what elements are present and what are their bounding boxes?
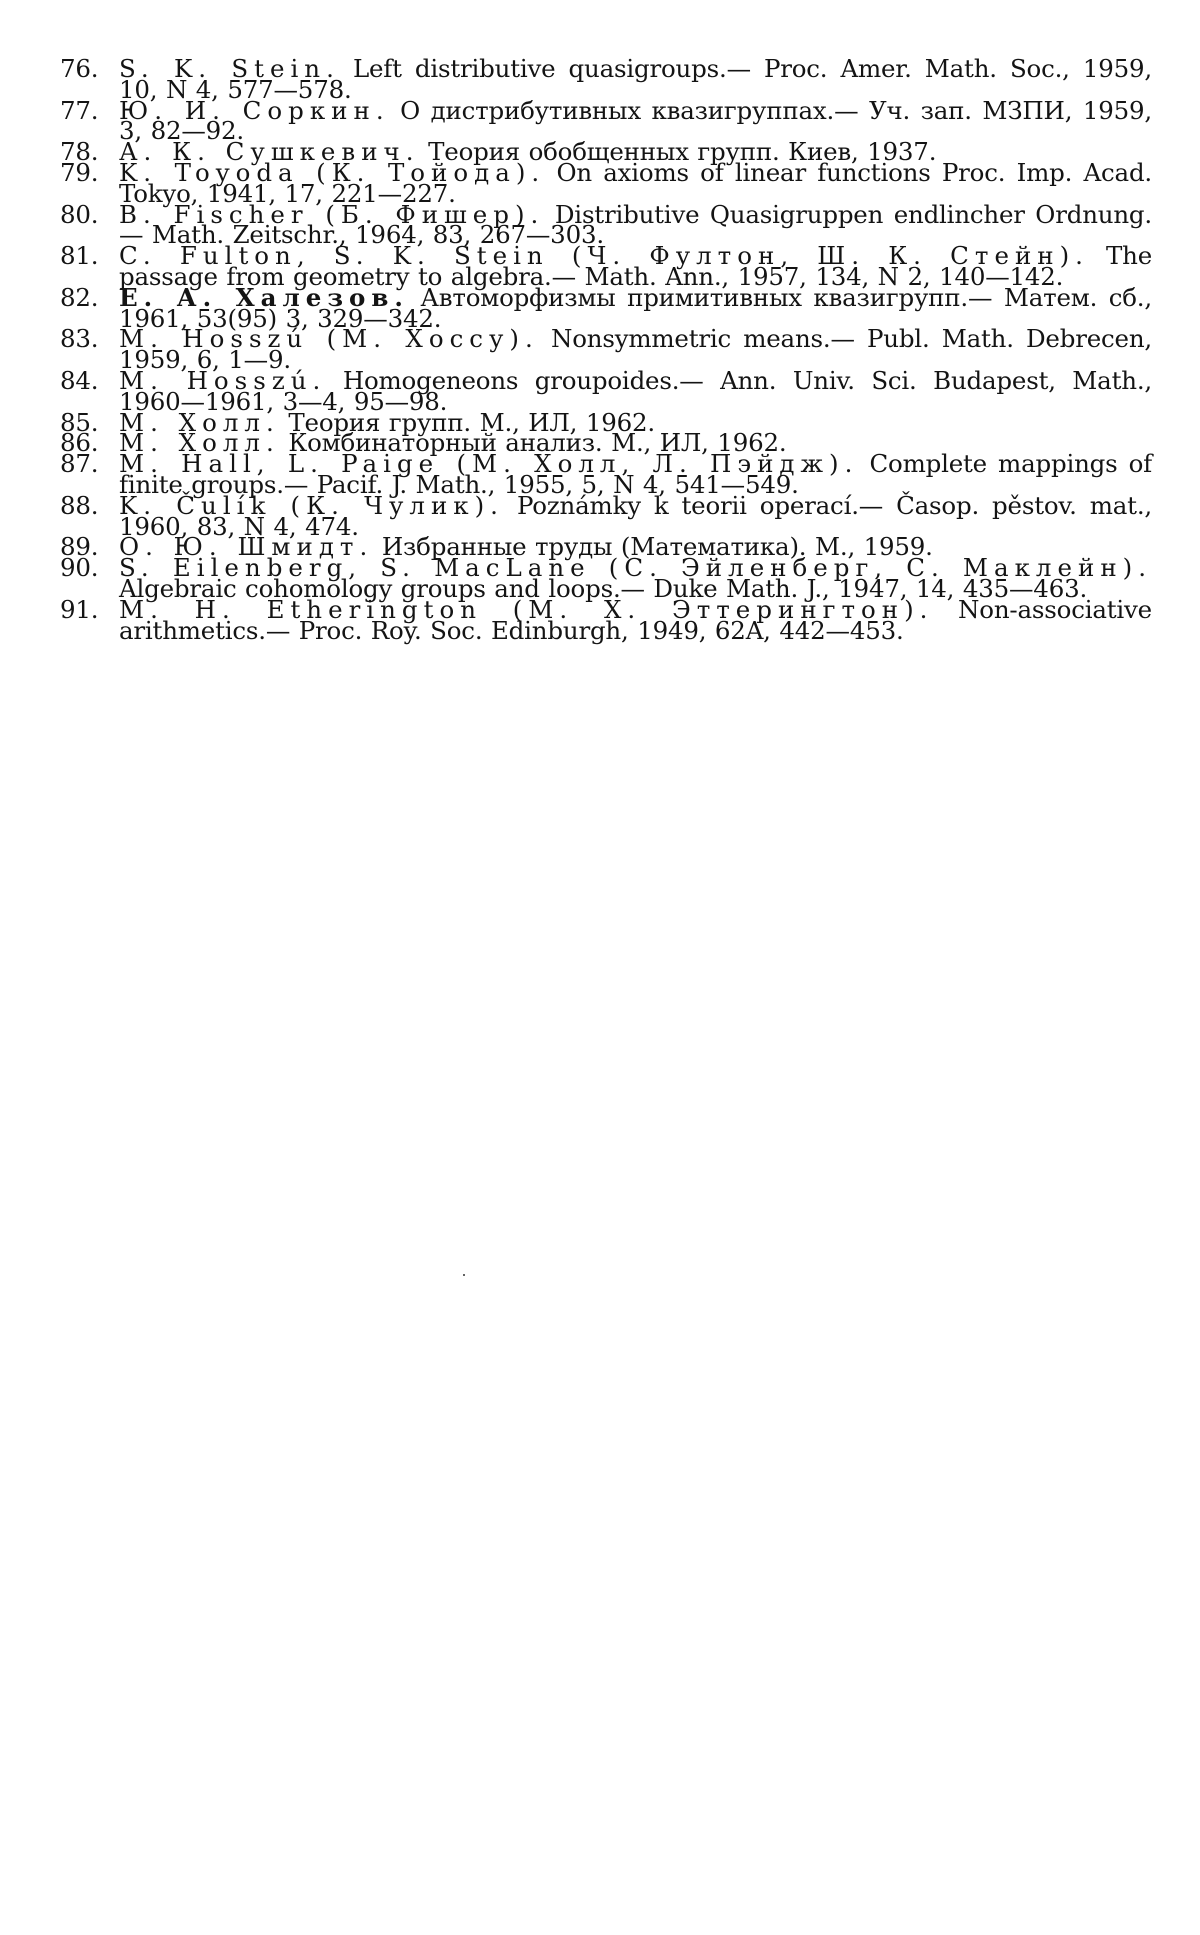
reference-list [60, 54, 1153, 645]
reference-authors: Ю. И. Соркин. [119, 95, 390, 125]
reference-text: On axioms of linear functions Proc. Imp. Acad. Tokyo, 1941, 17, 221—227. [119, 157, 1153, 208]
reference-number: 76. [60, 54, 99, 83]
reference-text: Теория обобщенных групп. Киев, 1937. [428, 137, 937, 167]
reference-item-83 [60, 324, 1153, 375]
reference-authors: М. Холл. [119, 428, 280, 458]
reference-item-84 [60, 365, 1152, 416]
reference-item-79 [60, 157, 1153, 208]
reference-number: 77. [60, 95, 99, 125]
reference-text: Теория групп. М., ИЛ, 1962. [288, 407, 655, 437]
reference-number: 80. [60, 199, 99, 229]
reference-number: 90. [60, 553, 99, 583]
reference-number: 78. [60, 137, 99, 167]
reference-text: Автоморфизмы примитивных квазигрупп.— Матем. сб., 1961, 53(95) 3, 329—342. [119, 282, 1152, 333]
reference-item-91 [60, 594, 1152, 645]
reference-text: Complete mappings of finite groups.— Pacif. J. Math., 1955, 5, N 4, 541—549. [119, 449, 1153, 499]
reference-text: Избранные труды (Математика). М., 1959. [381, 532, 933, 562]
reference-authors: А. К. Сушкевич. [119, 137, 420, 167]
reference-item-76 [60, 54, 1152, 104]
reference-number: 84. [60, 365, 99, 395]
reference-authors: C. Fulton, S. K. Stein (Ч. Фултон, Ш. К. Стейн). [119, 241, 1089, 271]
reference-number: 87. [60, 449, 99, 479]
reference-number: 85. [60, 407, 99, 437]
reference-item-80 [60, 199, 1153, 250]
reference-authors: M. Hosszú (М. Хоссу). [119, 324, 539, 354]
stray-dot-mark [463, 1274, 465, 1276]
reference-text: Non-associative arithmetics.— Proc. Roy. Soc. Edinburgh, 1949, 62A, 442—453. [119, 594, 1152, 645]
reference-authors: M. Hosszú. [119, 365, 327, 395]
reference-item-90 [60, 553, 1152, 603]
reference-text: Left distributive quasigroups.— Proc. Amer. Math. Soc., 1959, 10, N 4, 577—578. [119, 54, 1152, 104]
reference-number: 82. [60, 282, 99, 312]
reference-number: 89. [60, 532, 99, 562]
reference-authors: О. Ю. Шмидт. [119, 532, 374, 562]
reference-authors: K. Čulík (К. Чулик). [119, 490, 504, 520]
reference-text: Homogeneons groupoides.— Ann. Univ. Sci. Budapest, Math., 1960—1961, 3—4, 95—98. [119, 365, 1152, 416]
reference-authors: K. Toyoda (К. Тойода). [119, 157, 546, 187]
reference-item-82 [60, 282, 1152, 333]
reference-authors: M. Hall, L. Paige (М. Холл, Л. Пэйдж). [119, 449, 859, 479]
reference-authors: M. H. Etherington (М. Х. Эттерингтон). [119, 594, 934, 624]
reference-authors: B. Fischer (Б. Фишер). [119, 199, 545, 229]
reference-number: 86. [60, 428, 99, 458]
reference-text: The passage from geometry to algebra.— Math. Ann., 1957, 134, N 2, 140—142. [119, 241, 1152, 291]
reference-number: 79. [60, 157, 99, 187]
reference-number: 83. [60, 324, 99, 354]
reference-number: 81. [60, 241, 99, 271]
reference-item-77 [60, 95, 1152, 146]
reference-item-81 [60, 241, 1152, 291]
reference-item-87 [60, 449, 1153, 499]
reference-authors: М. Холл. [119, 407, 280, 437]
reference-text: О дистрибутивных квазигруппах.— Уч. зап. МЗПИ, 1959, 3, 82—92. [119, 95, 1152, 146]
reference-text: Poznámky k teorii operací.— Časop. pěstov. mat., 1960, 83, N 4, 474. [119, 490, 1153, 541]
reference-item-88 [60, 490, 1153, 541]
reference-number: 88. [60, 490, 99, 520]
reference-text: Nonsymmetric means.— Publ. Math. Debrecen, 1959, 6, 1—9. [119, 324, 1153, 375]
reference-text: Algebraic cohomology groups and loops.— Duke Math. J., 1947, 14, 435—463. [119, 573, 1088, 603]
reference-authors: S. K. Stein. [119, 54, 340, 83]
reference-text: Комбинаторный анализ. М., ИЛ, 1962. [288, 428, 787, 458]
reference-authors: S. Eilenberg, S. MacLane (С. Эйленберг, С. Маклейн). [119, 553, 1152, 583]
reference-text: Distributive Quasigruppen endlincher Ordnung.— Math. Zeitschr., 1964, 83, 267—303. [119, 199, 1153, 250]
reference-number: 91. [60, 594, 99, 624]
reference-authors: Е. А. Халезов. [119, 282, 409, 312]
